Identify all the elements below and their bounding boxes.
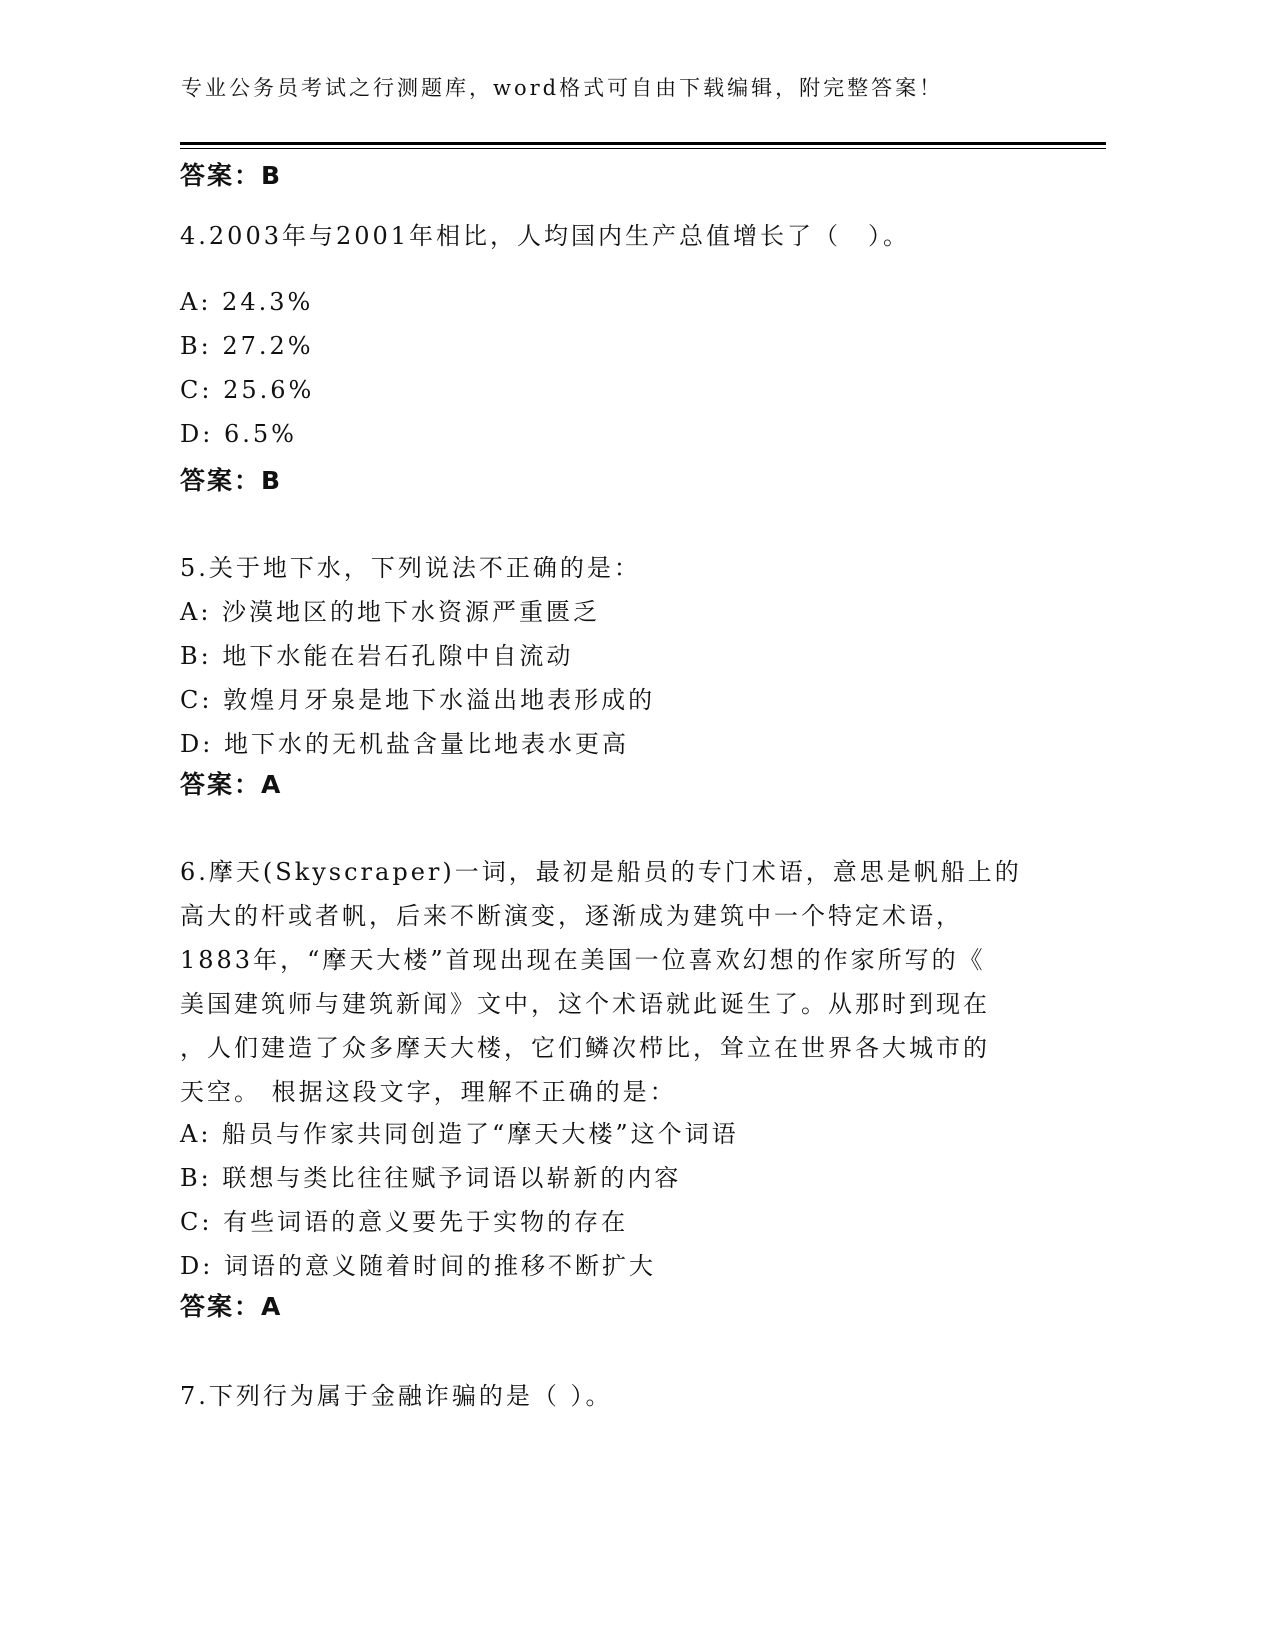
question-5-option-c: C: 敦煌月牙泉是地下水溢出地表形成的 xyxy=(180,686,656,714)
answer-q6: 答案：A xyxy=(180,1292,283,1321)
answer-q5: 答案：A xyxy=(180,770,283,799)
header-rule xyxy=(180,142,1106,149)
question-4-option-c: C: 25.6% xyxy=(180,376,315,404)
page-header: 专业公务员考试之行测题库，word格式可自由下载编辑，附完整答案！ xyxy=(181,76,944,100)
question-6-stem-line-4: 美国建筑师与建筑新闻》文中，这个术语就此诞生了。从那时到现在 xyxy=(180,990,990,1018)
question-6-stem-line-3: 1883年，“摩天大楼”首现出现在美国一位喜欢幻想的作家所写的《 xyxy=(180,946,986,974)
question-4-option-b: B: 27.2% xyxy=(180,332,314,360)
question-6-stem-line-2: 高大的杆或者帆，后来不断演变，逐渐成为建筑中一个特定术语， xyxy=(180,902,963,930)
question-5-option-d: D: 地下水的无机盐含量比地表水更高 xyxy=(180,730,629,758)
answer-q3: 答案：B xyxy=(180,161,283,190)
question-5-option-b: B: 地下水能在岩石孔隙中自流动 xyxy=(180,642,574,670)
question-6-option-b: B: 联想与类比往往赋予词语以崭新的内容 xyxy=(180,1164,682,1192)
question-6-option-c: C: 有些词语的意义要先于实物的存在 xyxy=(180,1208,629,1236)
question-5-stem: 5.关于地下水，下列说法不正确的是： xyxy=(180,554,641,582)
question-4-option-d: D: 6.5% xyxy=(180,420,297,448)
question-6-option-d: D: 词语的意义随着时间的推移不断扩大 xyxy=(180,1252,656,1280)
question-4-option-a: A: 24.3% xyxy=(180,288,314,316)
question-6-stem-line-6: 天空。 根据这段文字，理解不正确的是： xyxy=(180,1078,677,1106)
question-5-option-a: A: 沙漠地区的地下水资源严重匮乏 xyxy=(180,598,601,626)
question-6-stem-line-5: ，人们建造了众多摩天大楼，它们鳞次栉比，耸立在世界各大城市的 xyxy=(180,1034,990,1062)
question-7-stem: 7.下列行为属于金融诈骗的是（ ）。 xyxy=(180,1382,613,1410)
answer-q4: 答案：B xyxy=(180,466,283,495)
question-6-option-a: A: 船员与作家共同创造了“摩天大楼”这个词语 xyxy=(180,1120,739,1148)
question-6-stem-line-1: 6.摩天(Skyscraper)一词，最初是船员的专门术语，意思是帆船上的 xyxy=(180,858,1022,886)
question-4-stem: 4.2003年与2001年相比，人均国内生产总值增长了（ ）。 xyxy=(180,222,911,250)
